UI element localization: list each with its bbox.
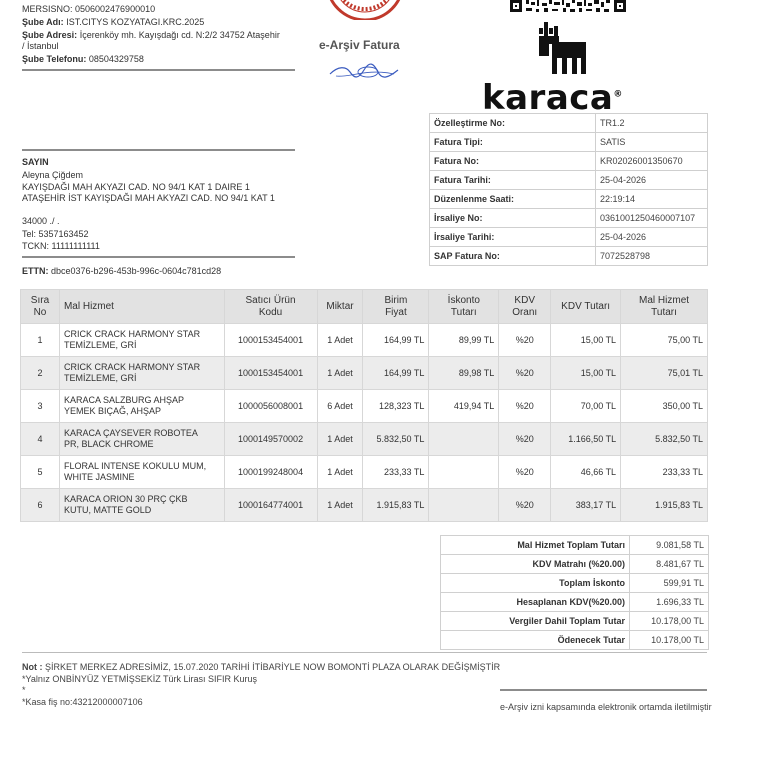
footer-divider <box>500 689 707 691</box>
col-header-vat-rate <box>499 290 551 324</box>
item-description <box>59 357 224 390</box>
item-quantity: 1 Adet <box>317 423 363 456</box>
col-header-unit-2: Fiyat <box>385 306 407 318</box>
totals-value: 8.481,67 TL <box>630 555 709 574</box>
totals-value: 10.178,00 TL <box>630 612 709 631</box>
col-header-no-2: No <box>33 306 47 318</box>
meta-row <box>430 152 708 171</box>
row-number: 4 <box>21 423 60 456</box>
items-header-row <box>21 290 708 324</box>
meta-value: SATIS <box>596 133 708 152</box>
ettn-label: ETTN: <box>22 266 49 276</box>
item-description-line-1: KARACA ORION 30 PRÇ ÇKB <box>63 494 188 504</box>
meta-label: Fatura No: <box>430 152 596 171</box>
branch-address-line-2: / İstanbul <box>22 41 59 51</box>
earsiv-footer: e-Arşiv izni kapsamında elektronik ortamda iletilmiştir <box>500 702 712 712</box>
item-line-total: 350,00 TL <box>621 390 708 423</box>
item-vat-amount: 46,66 TL <box>551 456 621 489</box>
col-header-code <box>224 290 317 324</box>
note-amount-in-words: *Yalnız ONBİNYÜZ YETMİŞSEKİZ Türk Lirası SIFIR Kuruş <box>22 674 258 684</box>
registered-mark: ® <box>613 89 623 100</box>
item-vat-amount: 15,00 TL <box>551 357 621 390</box>
meta-label: İrsaliye Tarihi: <box>430 228 596 247</box>
col-header-unit-price <box>363 290 429 324</box>
logo-wordmark: karaca <box>482 78 614 118</box>
col-header-code-2: Kodu <box>258 306 283 318</box>
table-row <box>21 489 708 522</box>
item-code: 1000056008001 <box>224 390 317 423</box>
karaca-deer-logo-icon <box>536 22 588 76</box>
col-header-line-total <box>621 290 708 324</box>
item-description-line-2: TEMİZLEME, GRİ <box>63 340 137 350</box>
totals-table <box>440 535 709 650</box>
meta-label: Özelleştirme No: <box>430 114 596 133</box>
table-row <box>21 390 708 423</box>
item-description-line-2: YEMEK BIÇAĞ, AHŞAP <box>63 406 161 416</box>
customer-postal: 34000 ./ . <box>22 216 60 226</box>
item-description-line-1: CRICK CRACK HARMONY STAR <box>63 329 201 339</box>
item-vat-rate: %20 <box>499 390 551 423</box>
row-number: 6 <box>21 489 60 522</box>
branch-address <box>22 30 280 41</box>
item-quantity: 1 Adet <box>317 456 363 489</box>
item-description-line-2: TEMİZLEME, GRİ <box>63 373 137 383</box>
meta-row <box>430 228 708 247</box>
item-description-line-2: PR, BLACK CHROME <box>63 439 154 449</box>
item-line-total: 75,01 TL <box>621 357 708 390</box>
meta-row <box>430 171 708 190</box>
totals-label: Mal Hizmet Toplam Tutarı <box>441 536 630 555</box>
col-header-qty: Miktar <box>317 290 363 324</box>
item-vat-amount: 15,00 TL <box>551 324 621 357</box>
seller-divider <box>22 69 295 71</box>
customer-name: Aleyna Çiğdem <box>22 170 84 180</box>
note-empty: * <box>22 685 26 695</box>
col-header-vat-amount: KDV Tutarı <box>551 290 621 324</box>
item-description <box>59 390 224 423</box>
col-header-total-1: Mal Hizmet <box>639 294 690 306</box>
item-vat-rate: %20 <box>499 357 551 390</box>
ettn <box>22 266 221 277</box>
row-number: 2 <box>21 357 60 390</box>
customer-address-2: ATAŞEHİR İST KAYIŞDAĞI MAH AKYAZI CAD. NO 94/1 KAT 1 <box>22 193 275 203</box>
customer-address-1: KAYIŞDAĞI MAH AKYAZI CAD. NO 94/1 KAT 1 DAIRE 1 <box>22 182 250 192</box>
col-header-disc-1: İskonto <box>447 294 480 306</box>
meta-row <box>430 247 708 266</box>
item-description <box>59 456 224 489</box>
meta-row <box>430 114 708 133</box>
item-vat-amount: 383,17 TL <box>551 489 621 522</box>
meta-label: SAP Fatura No: <box>430 247 596 266</box>
totals-row <box>441 536 709 555</box>
qr-code-icon <box>508 0 632 14</box>
notes-divider <box>22 652 707 653</box>
meta-label: Fatura Tipi: <box>430 133 596 152</box>
meta-label: Fatura Tarihi: <box>430 171 596 190</box>
mersis-number: MERSISNO: 0506002476900010 <box>22 4 156 14</box>
meta-value: KR02026001350670 <box>596 152 708 171</box>
gib-seal-icon <box>325 0 405 20</box>
item-unit-price: 233,33 TL <box>363 456 429 489</box>
totals-value: 599,91 TL <box>630 574 709 593</box>
totals-label: KDV Matrahı (%20.00) <box>441 555 630 574</box>
table-row <box>21 456 708 489</box>
item-vat-rate: %20 <box>499 489 551 522</box>
item-unit-price: 5.832,50 TL <box>363 423 429 456</box>
table-row <box>21 357 708 390</box>
row-number: 3 <box>21 390 60 423</box>
totals-row <box>441 612 709 631</box>
tckn-divider <box>22 256 295 258</box>
item-description <box>59 423 224 456</box>
customer-phone: Tel: 5357163452 <box>22 229 89 239</box>
item-description-line-1: KARACA SALZBURG AHŞAP <box>63 395 184 405</box>
item-vat-amount: 70,00 TL <box>551 390 621 423</box>
totals-label: Vergiler Dahil Toplam Tutar <box>441 612 630 631</box>
branch-phone <box>22 54 144 65</box>
item-discount: 89,98 TL <box>429 357 499 390</box>
signature-icon <box>328 62 400 82</box>
item-description <box>59 324 224 357</box>
branch-name <box>22 17 204 28</box>
meta-value: 7072528798 <box>596 247 708 266</box>
item-vat-rate: %20 <box>499 456 551 489</box>
branch-name-label: Şube Adı: <box>22 17 64 27</box>
branch-phone-label: Şube Telefonu: <box>22 54 87 64</box>
earsiv-title: e-Arşiv Fatura <box>319 38 400 52</box>
customer-divider <box>22 149 295 151</box>
item-description-line-1: FLORAL INTENSE KOKULU MUM, <box>63 461 207 471</box>
col-header-vat-rate-2: Oranı <box>512 306 538 318</box>
item-quantity: 6 Adet <box>317 390 363 423</box>
col-header-vat-rate-1: KDV <box>514 294 535 306</box>
item-code: 1000153454001 <box>224 324 317 357</box>
invoice-meta-table <box>429 113 708 266</box>
meta-row <box>430 209 708 228</box>
item-code: 1000164774001 <box>224 489 317 522</box>
totals-value: 1.696,33 TL <box>630 593 709 612</box>
col-header-unit-1: Birim <box>384 294 408 306</box>
item-vat-rate: %20 <box>499 324 551 357</box>
totals-value: 9.081,58 TL <box>630 536 709 555</box>
totals-label: Hesaplanan KDV(%20.00) <box>441 593 630 612</box>
col-header-no <box>21 290 60 324</box>
item-vat-rate: %20 <box>499 423 551 456</box>
item-discount <box>429 456 499 489</box>
meta-value: 25-04-2026 <box>596 228 708 247</box>
item-quantity: 1 Adet <box>317 489 363 522</box>
col-header-discount <box>429 290 499 324</box>
branch-address-value: İçerenköy mh. Kayışdağı cd. N:2/2 34752 Ataşehir <box>79 30 280 40</box>
item-description <box>59 489 224 522</box>
karaca-logo-text <box>482 78 623 118</box>
meta-value: 25-04-2026 <box>596 171 708 190</box>
invoice-items-table <box>20 289 708 522</box>
item-discount: 89,99 TL <box>429 324 499 357</box>
note-receipt-number: *Kasa fiş no:43212000007106 <box>22 697 143 707</box>
item-discount <box>429 423 499 456</box>
totals-value: 10.178,00 TL <box>630 631 709 650</box>
totals-row <box>441 631 709 650</box>
item-discount <box>429 489 499 522</box>
meta-label: Düzenlenme Saati: <box>430 190 596 209</box>
meta-value: 0361001250460007107 <box>596 209 708 228</box>
item-code: 1000149570002 <box>224 423 317 456</box>
note-text: ŞİRKET MERKEZ ADRESİMİZ, 15.07.2020 TARİHİ İTİBARİYLE NOW BOMONTİ PLAZA OLARAK DEĞİŞMİŞTİR <box>45 662 501 672</box>
item-unit-price: 128,323 TL <box>363 390 429 423</box>
branch-name-value: IST.CITYS KOZYATAGI.KRC.2025 <box>66 17 205 27</box>
item-line-total: 5.832,50 TL <box>621 423 708 456</box>
table-row <box>21 324 708 357</box>
item-quantity: 1 Adet <box>317 324 363 357</box>
col-header-code-1: Satıcı Ürün <box>245 294 296 306</box>
col-header-total-2: Tutarı <box>651 306 677 318</box>
totals-row <box>441 593 709 612</box>
item-description-line-2: WHITE JASMINE <box>63 472 135 482</box>
col-header-disc-2: Tutarı <box>450 306 477 318</box>
item-quantity: 1 Adet <box>317 357 363 390</box>
totals-row <box>441 555 709 574</box>
note-label: Not : <box>22 662 43 672</box>
item-description-line-2: KUTU, MATTE GOLD <box>63 505 152 515</box>
meta-value: TR1.2 <box>596 114 708 133</box>
meta-value: 22:19:14 <box>596 190 708 209</box>
item-description-line-1: KARACA ÇAYSEVER ROBOTEA <box>63 428 198 438</box>
item-unit-price: 164,99 TL <box>363 324 429 357</box>
customer-tckn: TCKN: 11111111111 <box>22 241 100 251</box>
item-unit-price: 164,99 TL <box>363 357 429 390</box>
branch-address-label: Şube Adresi: <box>22 30 78 40</box>
col-header-no-1: Sıra <box>30 294 50 306</box>
item-discount: 419,94 TL <box>429 390 499 423</box>
ettn-value: dbce0376-b296-453b-996c-0604c781cd28 <box>51 266 222 276</box>
item-line-total: 75,00 TL <box>621 324 708 357</box>
note-company-address <box>22 662 500 673</box>
totals-row <box>441 574 709 593</box>
meta-row <box>430 133 708 152</box>
item-vat-amount: 1.166,50 TL <box>551 423 621 456</box>
meta-label: İrsaliye No: <box>430 209 596 228</box>
row-number: 1 <box>21 324 60 357</box>
totals-label: Ödenecek Tutar <box>441 631 630 650</box>
col-header-goods: Mal Hizmet <box>59 290 224 324</box>
table-row <box>21 423 708 456</box>
meta-row <box>430 190 708 209</box>
item-code: 1000153454001 <box>224 357 317 390</box>
totals-label: Toplam İskonto <box>441 574 630 593</box>
item-line-total: 233,33 TL <box>621 456 708 489</box>
item-unit-price: 1.915,83 TL <box>363 489 429 522</box>
customer-salutation: SAYIN <box>22 157 49 167</box>
item-line-total: 1.915,83 TL <box>621 489 708 522</box>
item-code: 1000199248004 <box>224 456 317 489</box>
branch-phone-value: 08504329758 <box>88 54 144 64</box>
row-number: 5 <box>21 456 60 489</box>
item-description-line-1: CRICK CRACK HARMONY STAR <box>63 362 201 372</box>
